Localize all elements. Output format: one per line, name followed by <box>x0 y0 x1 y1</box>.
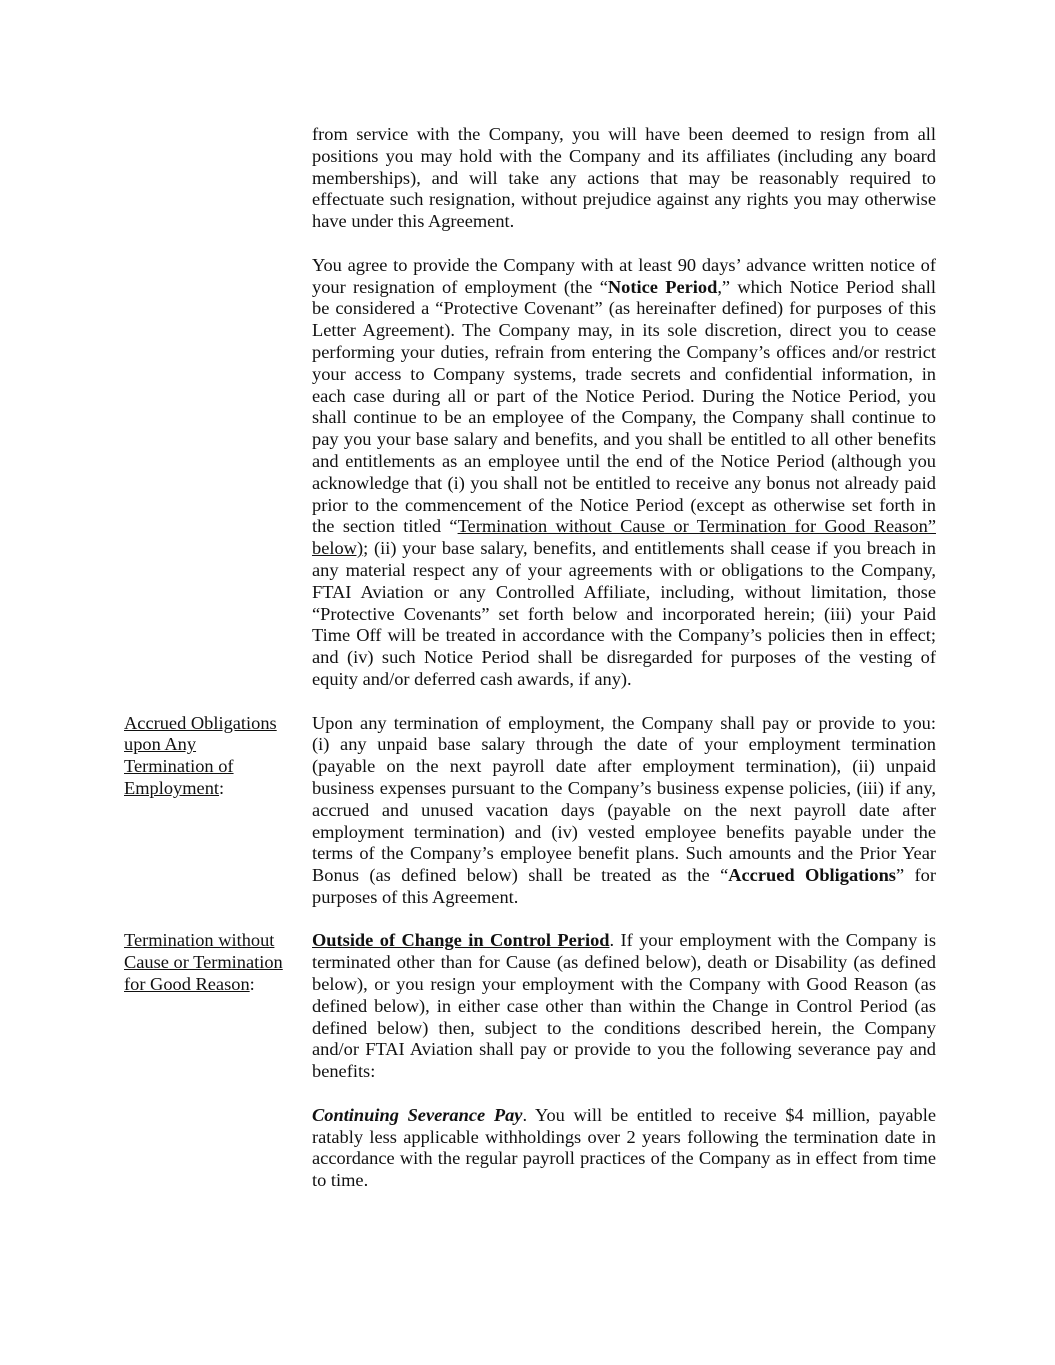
text-line: terminated other than for Cause (as defined below), death or Disability (as defined <box>312 952 936 973</box>
paragraph-resignation-from-positions <box>312 124 936 233</box>
text-line: have under this Agreement. <box>312 211 515 232</box>
paragraph-outside-change-in-control <box>312 930 936 1083</box>
section-cross-reference: below) <box>312 538 364 559</box>
section-body <box>312 930 936 1213</box>
text-line: and entitlements as an employee until the end of the Notice Period (although you <box>312 450 936 471</box>
text-line: Time Off will be treated in accordance with the Company’s policies then in effect; <box>312 625 936 646</box>
section-accrued-obligations <box>124 713 936 931</box>
section-label <box>124 713 312 931</box>
section-label-text: upon Any <box>124 734 197 755</box>
text-run: ,” which Notice Period shall <box>717 276 936 297</box>
section-label-line <box>124 756 312 778</box>
text-line <box>312 277 936 299</box>
text-run: ; (ii) your base salary, benefits, and entitlements shall cease if you breach in <box>363 538 936 559</box>
text-line: purposes of this Agreement. <box>312 886 519 907</box>
subsection-heading: Outside of Change in Control Period <box>312 930 610 951</box>
text-line: business expenses pursuant to the Company’s business expense policies, (iii) if any, <box>312 777 936 798</box>
defined-term-accrued-obligations: Accrued Obligations <box>728 865 896 886</box>
text-run: . You will be entitled to receive $4 million, payable <box>522 1104 937 1125</box>
text-line: FTAI Aviation or any Controlled Affiliate, including, without limitation, those <box>312 581 936 602</box>
text-line: defined below) then, subject to the conditions described herein, the Company <box>312 1017 936 1038</box>
text-line: benefits: <box>312 1061 376 1082</box>
section-label-text: Accrued Obligations <box>124 712 277 733</box>
text-line: below), or you resign your employment with the Company with Good Reason (as <box>312 974 936 995</box>
text-line: (payable on the next payroll date after employment termination), (ii) unpaid <box>312 756 936 777</box>
text-line: accordance with the regular payroll practices of the Company as in effect from time <box>312 1148 936 1169</box>
section-cross-reference: Termination without Cause or Termination for Good Reason” <box>457 516 936 537</box>
text-line <box>312 538 936 560</box>
text-run: Bonus (as defined below) shall be treated as the “ <box>312 865 729 886</box>
section-label-line <box>124 734 312 756</box>
text-line: to time. <box>312 1170 369 1191</box>
text-line <box>312 516 936 538</box>
section-label-text: Termination of <box>124 756 234 777</box>
section-label-line <box>124 974 312 996</box>
text-line: pay you your base salary and benefits, and you shall be entitled to all other benefits <box>312 429 936 450</box>
section-label-text: for Good Reason <box>124 974 250 995</box>
text-line: Upon any termination of employment, the Company shall pay or provide to you: <box>312 712 936 733</box>
text-line: and/or FTAI Aviation shall pay or provide to you the following severance pay and <box>312 1039 936 1060</box>
text-line: defined below), in either case other than within the Change in Control Period (as <box>312 995 936 1016</box>
text-line: acknowledge that (i) you shall not be entitled to receive any bonus not already paid <box>312 472 936 493</box>
text-line: shall continue to be an employee of the Company, the Company shall continue to <box>312 407 936 428</box>
text-line: accrued and unused vacation days (payable on the next payroll date after <box>312 799 936 820</box>
section-body <box>312 713 936 931</box>
text-line: positions you may hold with the Company and its affiliates (including any board <box>312 145 936 166</box>
text-line: performing your duties, refrain from entering the Company’s offices and/or restrict <box>312 341 936 362</box>
section-label-line <box>124 713 312 735</box>
text-line: prior to the commencement of the Notice Period (except as otherwise set forth in <box>312 494 936 515</box>
defined-term-notice-period: Notice Period <box>607 276 718 297</box>
text-run: the section titled “ <box>312 516 458 537</box>
section-label-text: Termination without <box>124 930 275 951</box>
paragraph-continuing-severance-pay <box>312 1105 936 1192</box>
document-body <box>124 124 936 1214</box>
section-termination-without-cause <box>124 930 936 1213</box>
section-label-line <box>124 930 312 952</box>
text-line: Letter Agreement). The Company may, in its sole discretion, direct you to cease <box>312 320 936 341</box>
section-label-line <box>124 778 312 800</box>
text-line: your access to Company systems, trade secrets and confidential information, in <box>312 363 936 384</box>
text-line <box>312 930 936 952</box>
intro-continuation <box>312 124 936 691</box>
section-label <box>124 930 312 1213</box>
text-line: You agree to provide the Company with at least 90 days’ advance written notice of <box>312 254 936 275</box>
text-line: (i) any unpaid base salary through the date of your employment termination <box>312 734 936 755</box>
text-line: any material respect any of your agreements with or obligations to the Company, <box>312 559 936 580</box>
text-line: equity and/or deferred cash awards, if any). <box>312 668 632 689</box>
section-label-colon: : <box>219 777 225 798</box>
section-label-line <box>124 952 312 974</box>
text-line: terms of the Company’s employee benefit plans. Such amounts and the Prior Year <box>312 843 936 864</box>
text-line: and (iv) such Notice Period shall be disregarded for purposes of the vesting of <box>312 647 936 668</box>
section-label-text: Employment <box>124 777 220 798</box>
text-line: memberships), and will take any actions that may be reasonably required to <box>312 167 936 188</box>
section-label-text: Cause or Termination <box>124 952 283 973</box>
text-line: ratably less applicable withholdings over 2 years following the termination date in <box>312 1126 936 1147</box>
paragraph-accrued-obligations <box>312 713 936 909</box>
text-line: from service with the Company, you will have been deemed to resign from all <box>312 124 936 144</box>
text-line: employment termination) and (iv) vested employee benefits payable under the <box>312 821 936 842</box>
text-line <box>312 1105 936 1127</box>
text-run: . If your employment with the Company is <box>609 930 936 951</box>
section-label-colon: : <box>249 974 255 995</box>
subsection-heading: Continuing Severance Pay <box>312 1104 523 1125</box>
paragraph-notice-period <box>312 255 936 691</box>
text-run: ” for <box>895 865 936 886</box>
text-line: “Protective Covenants” set forth below and incorporated herein; (iii) your Paid <box>312 603 936 624</box>
text-line: effectuate such resignation, without prejudice against any rights you may otherwise <box>312 189 936 210</box>
text-run: your resignation of employment (the “ <box>312 276 608 297</box>
text-line: each case during all or part of the Notice Period. During the Notice Period, you <box>312 385 936 406</box>
text-line <box>312 865 936 887</box>
text-line: be considered a “Protective Covenant” (as hereinafter defined) for purposes of this <box>312 298 936 319</box>
